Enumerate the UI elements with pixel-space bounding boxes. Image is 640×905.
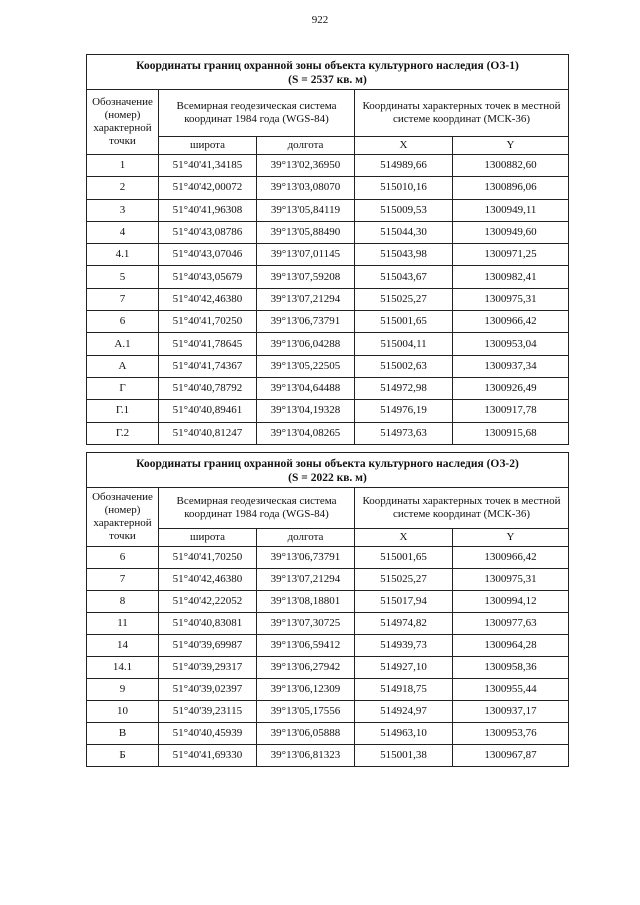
- cell-y: 1300937,17: [453, 701, 569, 723]
- cell-latitude: 51°40'40,83081: [159, 613, 257, 635]
- table-row: [87, 333, 569, 355]
- cell-longitude: 39°13'06,12309: [257, 679, 355, 701]
- cell-x: 515044,30: [355, 221, 453, 243]
- table-row: [87, 377, 569, 399]
- coordinates-table-oz2: [86, 452, 569, 767]
- table-title-line-1: Координаты границ охранной зоны объекта культурного наследия (ОЗ-1): [136, 60, 519, 72]
- cell-y: 1300955,44: [453, 679, 569, 701]
- cell-point: Г.1: [87, 400, 159, 422]
- cell-latitude: 51°40'41,70250: [159, 311, 257, 333]
- cell-latitude: 51°40'41,78645: [159, 333, 257, 355]
- cell-point: В: [87, 723, 159, 745]
- table-row: [87, 679, 569, 701]
- cell-y: 1300971,25: [453, 244, 569, 266]
- cell-point: 6: [87, 311, 159, 333]
- table-row: [87, 266, 569, 288]
- cell-y: 1300994,12: [453, 591, 569, 613]
- cell-x: 514927,10: [355, 657, 453, 679]
- cell-point: 5: [87, 266, 159, 288]
- cell-y: 1300977,63: [453, 613, 569, 635]
- cell-x: 515004,11: [355, 333, 453, 355]
- cell-x: 515002,63: [355, 355, 453, 377]
- cell-latitude: 51°40'41,34185: [159, 155, 257, 177]
- cell-x: 515001,38: [355, 745, 453, 767]
- header-y: Y: [453, 529, 569, 547]
- cell-latitude: 51°40'43,05679: [159, 266, 257, 288]
- cell-y: 1300966,42: [453, 311, 569, 333]
- table-title: [87, 453, 569, 488]
- table-row: [87, 569, 569, 591]
- cell-point: 7: [87, 569, 159, 591]
- table-title-line-2: (S = 2537 кв. м): [288, 74, 367, 86]
- cell-longitude: 39°13'06,05888: [257, 723, 355, 745]
- cell-y: 1300937,34: [453, 355, 569, 377]
- cell-latitude: 51°40'40,89461: [159, 400, 257, 422]
- cell-y: 1300958,36: [453, 657, 569, 679]
- cell-y: 1300953,76: [453, 723, 569, 745]
- cell-y: 1300882,60: [453, 155, 569, 177]
- cell-latitude: 51°40'41,70250: [159, 547, 257, 569]
- header-local: Координаты характерных точек в местной системе координат (МСК-36): [355, 90, 569, 137]
- cell-y: 1300967,87: [453, 745, 569, 767]
- cell-latitude: 51°40'42,22052: [159, 591, 257, 613]
- table-row: [87, 591, 569, 613]
- cell-point: Г: [87, 377, 159, 399]
- cell-point: 1: [87, 155, 159, 177]
- cell-x: 514963,10: [355, 723, 453, 745]
- cell-x: 514973,63: [355, 422, 453, 444]
- cell-x: 515043,67: [355, 266, 453, 288]
- cell-point: А.1: [87, 333, 159, 355]
- cell-longitude: 39°13'05,22505: [257, 355, 355, 377]
- cell-point: А: [87, 355, 159, 377]
- cell-x: 515001,65: [355, 311, 453, 333]
- header-longitude: долгота: [257, 137, 355, 155]
- cell-y: 1300975,31: [453, 288, 569, 310]
- cell-x: 514974,82: [355, 613, 453, 635]
- header-point: Обозначение (номер) характерной точки: [87, 488, 159, 547]
- cell-latitude: 51°40'40,81247: [159, 422, 257, 444]
- page-number: 922: [311, 14, 329, 26]
- cell-latitude: 51°40'42,46380: [159, 569, 257, 591]
- cell-longitude: 39°13'02,36950: [257, 155, 355, 177]
- cell-longitude: 39°13'07,59208: [257, 266, 355, 288]
- cell-longitude: 39°13'06,27942: [257, 657, 355, 679]
- cell-x: 515017,94: [355, 591, 453, 613]
- header-y: Y: [453, 137, 569, 155]
- cell-x: 515043,98: [355, 244, 453, 266]
- cell-y: 1300896,06: [453, 177, 569, 199]
- cell-longitude: 39°13'07,30725: [257, 613, 355, 635]
- header-longitude: долгота: [257, 529, 355, 547]
- cell-y: 1300949,60: [453, 221, 569, 243]
- cell-longitude: 39°13'06,73791: [257, 311, 355, 333]
- table-row: [87, 155, 569, 177]
- table-row: [87, 177, 569, 199]
- header-x: X: [355, 529, 453, 547]
- cell-latitude: 51°40'43,08786: [159, 221, 257, 243]
- table-title-line-1: Координаты границ охранной зоны объекта культурного наследия (ОЗ-2): [136, 458, 519, 470]
- cell-x: 514939,73: [355, 635, 453, 657]
- table-row: [87, 701, 569, 723]
- coordinates-table-oz1: [86, 54, 569, 445]
- header-wgs: Всемирная геодезическая система координат 1984 года (WGS-84): [159, 488, 355, 529]
- table-row: [87, 199, 569, 221]
- cell-longitude: 39°13'04,64488: [257, 377, 355, 399]
- cell-longitude: 39°13'03,08070: [257, 177, 355, 199]
- header-point: Обозначение (номер) характерной точки: [87, 90, 159, 155]
- cell-point: 14.1: [87, 657, 159, 679]
- cell-x: 515025,27: [355, 569, 453, 591]
- cell-latitude: 51°40'40,78792: [159, 377, 257, 399]
- cell-longitude: 39°13'07,01145: [257, 244, 355, 266]
- cell-latitude: 51°40'39,69987: [159, 635, 257, 657]
- cell-latitude: 51°40'41,96308: [159, 199, 257, 221]
- cell-point: 11: [87, 613, 159, 635]
- cell-x: 514972,98: [355, 377, 453, 399]
- cell-longitude: 39°13'08,18801: [257, 591, 355, 613]
- cell-longitude: 39°13'06,04288: [257, 333, 355, 355]
- cell-longitude: 39°13'06,73791: [257, 547, 355, 569]
- cell-point: 14: [87, 635, 159, 657]
- cell-point: 8: [87, 591, 159, 613]
- cell-point: 10: [87, 701, 159, 723]
- cell-longitude: 39°13'05,84119: [257, 199, 355, 221]
- cell-point: 7: [87, 288, 159, 310]
- header-latitude: широта: [159, 529, 257, 547]
- cell-longitude: 39°13'07,21294: [257, 288, 355, 310]
- table-row: [87, 400, 569, 422]
- table-row: [87, 311, 569, 333]
- cell-point: Г.2: [87, 422, 159, 444]
- cell-point: 4: [87, 221, 159, 243]
- cell-y: 1300982,41: [453, 266, 569, 288]
- cell-y: 1300964,28: [453, 635, 569, 657]
- cell-x: 514989,66: [355, 155, 453, 177]
- table-title: [87, 55, 569, 90]
- cell-latitude: 51°40'42,46380: [159, 288, 257, 310]
- cell-latitude: 51°40'43,07046: [159, 244, 257, 266]
- cell-longitude: 39°13'04,19328: [257, 400, 355, 422]
- cell-latitude: 51°40'40,45939: [159, 723, 257, 745]
- cell-point: 3: [87, 199, 159, 221]
- cell-x: 515010,16: [355, 177, 453, 199]
- table-row: [87, 745, 569, 767]
- cell-longitude: 39°13'05,88490: [257, 221, 355, 243]
- cell-point: 2: [87, 177, 159, 199]
- cell-latitude: 51°40'39,23115: [159, 701, 257, 723]
- cell-latitude: 51°40'41,74367: [159, 355, 257, 377]
- cell-x: 514976,19: [355, 400, 453, 422]
- cell-y: 1300917,78: [453, 400, 569, 422]
- cell-x: 514924,97: [355, 701, 453, 723]
- cell-x: 515001,65: [355, 547, 453, 569]
- cell-point: 4.1: [87, 244, 159, 266]
- cell-x: 515009,53: [355, 199, 453, 221]
- header-latitude: широта: [159, 137, 257, 155]
- table-row: [87, 244, 569, 266]
- cell-latitude: 51°40'39,29317: [159, 657, 257, 679]
- cell-point: 6: [87, 547, 159, 569]
- table-row: [87, 657, 569, 679]
- cell-y: 1300915,68: [453, 422, 569, 444]
- cell-y: 1300926,49: [453, 377, 569, 399]
- table-row: [87, 221, 569, 243]
- cell-longitude: 39°13'06,59412: [257, 635, 355, 657]
- cell-y: 1300949,11: [453, 199, 569, 221]
- cell-y: 1300953,04: [453, 333, 569, 355]
- cell-x: 515025,27: [355, 288, 453, 310]
- cell-longitude: 39°13'04,08265: [257, 422, 355, 444]
- table-row: [87, 288, 569, 310]
- cell-longitude: 39°13'06,81323: [257, 745, 355, 767]
- cell-latitude: 51°40'42,00072: [159, 177, 257, 199]
- cell-point: Б: [87, 745, 159, 767]
- cell-y: 1300975,31: [453, 569, 569, 591]
- header-wgs: Всемирная геодезическая система координат 1984 года (WGS-84): [159, 90, 355, 137]
- header-local: Координаты характерных точек в местной системе координат (МСК-36): [355, 488, 569, 529]
- table-title-line-2: (S = 2022 кв. м): [288, 472, 367, 484]
- header-x: X: [355, 137, 453, 155]
- table-row: [87, 422, 569, 444]
- table-row: [87, 355, 569, 377]
- table-row: [87, 635, 569, 657]
- cell-latitude: 51°40'39,02397: [159, 679, 257, 701]
- cell-x: 514918,75: [355, 679, 453, 701]
- table-row: [87, 613, 569, 635]
- table-row: [87, 723, 569, 745]
- cell-point: 9: [87, 679, 159, 701]
- cell-longitude: 39°13'05,17556: [257, 701, 355, 723]
- cell-latitude: 51°40'41,69330: [159, 745, 257, 767]
- cell-y: 1300966,42: [453, 547, 569, 569]
- table-row: [87, 547, 569, 569]
- cell-longitude: 39°13'07,21294: [257, 569, 355, 591]
